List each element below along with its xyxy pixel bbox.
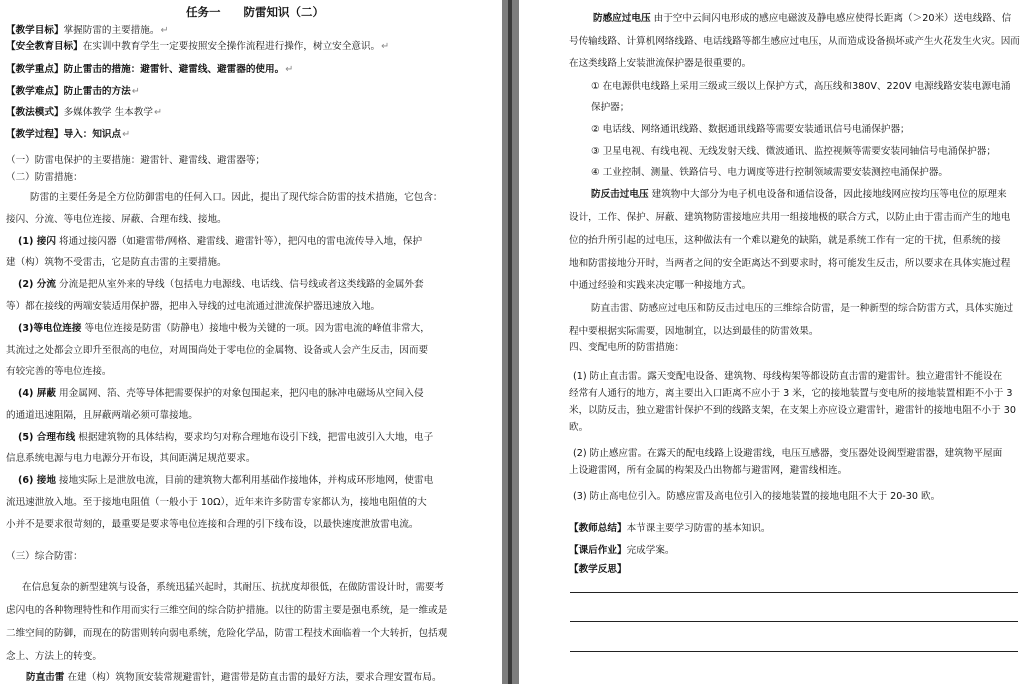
substation-1a: (1) 防止直击雷。露天变配电设备、建筑物、母线构架等都设防直击雷的避雷针。独立避雷针不能设在 <box>573 371 1003 382</box>
counter-line-a <box>591 189 1007 201</box>
para-4a: 防直击雷、防感应过电压和防反击过电压的三维综合防雷，是一种新型的综合防雷方式，具体实施过 <box>591 303 1014 314</box>
item-2-text: 分流是把从室外来的导线（包括电力电源线、电话线、信号线或者这类线路的金属外套 <box>59 279 424 290</box>
para-3a: 在信息复杂的新型建筑与设备，系统迅猛兴起时，其耐压、抗扰度却很低，在做防雷设计时，需要考 <box>22 582 445 593</box>
item-6b: 流迅速泄放入地。至于接地电阻值（一般小于 10Ω），近年来许多防雷专家都认为，接地电阻值的大 <box>6 497 427 508</box>
item-2-label: (2) 分流 <box>18 279 56 290</box>
section-two: （二）防雷措施： <box>6 172 83 183</box>
item-4-text: 用金属网、箔、壳等导体把需要保护的对象包围起来，把闪电的脉冲电磁场从空间入侵 <box>59 388 424 399</box>
induced-line-b: 号传输线路、计算机网络线路、电话线路等都生感应过电压，从而造成设备损坏或产生火花发生火灾。因而 <box>569 36 1020 47</box>
page-gap <box>502 0 519 684</box>
item-6c: 小并不是要求很苛刻的，最重要是要求等电位连接和合理的引下线布设，以最快速度泄放雷电流。 <box>6 519 419 530</box>
item-6-label: (6) 接地 <box>18 475 56 486</box>
item-6-text: 接地实际上是泄放电流，目前的建筑物大都利用基础作接地体，并构成环形地网，使雷电 <box>59 475 434 486</box>
para-4b: 程中要根据实际需要，因地制宜，以达到最佳的防雷效果。 <box>569 326 819 337</box>
reflection-label: 【教学反思】 <box>569 564 627 575</box>
mode-line: 【教法模式】多媒体教学 生本教学↵ <box>6 107 163 118</box>
process-line: 【教学过程】导入：知识点↵ <box>6 129 131 140</box>
item-5a <box>18 432 433 444</box>
counter-line-b: 设计，工作、保护、屏蔽、建筑物防雷接地应共用一组接地极的联合方式，以防止由于雷击而产生的地电 <box>569 212 1011 223</box>
induced-text: 由于空中云间闪电形成的感应电磁波及静电感应使得长距离（＞20米）送电线路、信 <box>653 13 1012 24</box>
counter-line-e: 中通过经验和实践来决定哪一种接地方式。 <box>569 280 752 291</box>
item-4-label: (4) 屏蔽 <box>18 388 56 399</box>
right-page <box>519 0 1024 684</box>
item-1-label: (1) 接闪 <box>18 236 56 247</box>
key-label: 【教学重点】 <box>6 64 64 75</box>
objective-text: 掌握防雷的主要措施。 <box>63 25 160 36</box>
substation-1d: 欧。 <box>569 422 589 433</box>
item-3-label: (3)等电位连接 <box>18 323 82 334</box>
substation-3: (3) 防止高电位引入。防感应雷及高电位引入的接地装置的接地电阻不大于 20-30 欧。 <box>573 491 941 502</box>
objective-label: 【教学目标】 <box>6 25 64 36</box>
section-three: （三）综合防雷： <box>6 551 83 562</box>
objective-line: 【教学目标】掌握防雷的主要措施。↵ <box>6 25 169 36</box>
substation-1b: 经常有人通行的地方，离主要出入口距离不应小于 3 米，它的接地装置与变电所的接地装置相距不小于 3 <box>569 388 1013 399</box>
item-3b: 其流过之处都会立即升至很高的电位，对周围尚处于零电位的金属物、设备或人会产生反击，因而要 <box>6 345 429 356</box>
clause-2: ② 电话线、网络通讯线路、数据通讯线路等需要安装通讯信号电涌保护器； <box>591 124 910 135</box>
item-3a <box>18 323 430 335</box>
induced-line-c: 在这类线路上安装泄流保护器是很重要的。 <box>569 58 752 69</box>
mode-label: 【教法模式】 <box>6 107 64 118</box>
safety-line: 【安全教育目标】在实训中教育学生一定要按照安全操作流程进行操作，树立安全意识。↵ <box>6 41 390 52</box>
item-6a <box>18 475 433 487</box>
counter-label: 防反击过电压 <box>591 189 649 200</box>
reflection-rule-1 <box>570 592 1018 593</box>
process-label: 【教学过程】 <box>6 129 64 140</box>
key-line: 【教学重点】防止雷击的措施：避雷针、避雷线、避雷器的使用。↵ <box>6 64 294 75</box>
item-2b: 等）都在接线的两端安装适用保护器，把串入导线的过电流通过泄流保护器迅速放入地。 <box>6 301 381 312</box>
counter-text: 建筑物中大部分为电子机电设备和通信设备，因此接地线网应按均压等电位的原理来 <box>651 189 1007 200</box>
para-3b: 虑闪电的各种物理特性和作用而实行三维空间的综合防护措施。以往的防雷主要是强电系统，是一维或是 <box>6 605 448 616</box>
homework-line <box>569 545 675 557</box>
clause-3: ③ 卫星电视、有线电视、无线发射天线、微波通讯、监控视频等需要安装同轴信号电涌保护器； <box>591 146 996 157</box>
safety-label: 【安全教育目标】 <box>6 41 83 52</box>
section-one: （一）防雷电保护的主要措施：避雷针、避雷线、避雷器等； <box>6 155 266 166</box>
summary-label: 【教师总结】 <box>569 523 627 534</box>
difficulty-line: 【教学难点】防止雷击的方法↵ <box>6 86 140 97</box>
left-page <box>0 0 502 684</box>
item-5-label: (5) 合理布线 <box>18 432 76 443</box>
lesson-title: 任务一 防雷知识（二） <box>186 5 324 19</box>
process-text: 导入：知识点 <box>63 129 122 140</box>
clause-1b: 保护器； <box>591 102 630 113</box>
induced-label: 防感应过电压 <box>593 13 651 24</box>
para-3c: 二维空间的防御，而现在的防雷则转向弱电系统，危险化学品，防雷工程技术面临着一个大转折，包括观 <box>6 628 448 639</box>
key-text: 防止雷击的措施：避雷针、避雷线、避雷器的使用。 <box>63 64 285 75</box>
homework-text: 完成学案。 <box>626 545 675 556</box>
para-3d: 念上、方法上的转变。 <box>6 651 102 662</box>
item-4b: 的通道迅速阻隔，且屏蔽两端必须可靠接地。 <box>6 410 198 421</box>
direct-strike-label: 防直击雷 <box>26 672 65 683</box>
difficulty-label: 【教学难点】 <box>6 86 64 97</box>
item-1-text: 将通过接闪器（如避雷带/网格、避雷线、避雷针等），把闪电的雷电流传导入地，保护 <box>59 236 423 247</box>
section-four: 四、变配电所的防雷措施： <box>569 342 685 353</box>
substation-2b: 上设避雷网，所有金属的构架及凸出物都与避雷网，避雷线相连。 <box>569 465 848 476</box>
page-divider <box>508 0 512 684</box>
clause-4: ④ 工业控制、测量、铁路信号、电力调度等进行控制领域需要安装测控电涌保护器。 <box>591 167 949 178</box>
substation-2a: (2) 防止感应雷。在露天的配电线路上设避雷线，电压互感器，变压器处设阀型避雷器，建筑物平屋面 <box>573 448 1003 459</box>
difficulty-text: 防止雷击的方法 <box>63 86 131 97</box>
item-5-text: 根据建筑物的具体结构，要求均匀对称合理地布设引下线，把雷电波引入大地，电子 <box>78 432 434 443</box>
summary-line <box>569 523 770 535</box>
item-1a <box>18 236 422 248</box>
reflection-rule-2 <box>570 621 1018 622</box>
mode-text: 多媒体教学 生本教学 <box>63 107 153 118</box>
summary-text: 本节课主要学习防雷的基本知识。 <box>626 523 771 534</box>
substation-1c: 米，以防反击，独立避雷针保护不到的线路支架，在支架上亦应设立避雷针，避雷针的接地电阻不小于 30 <box>569 405 1016 416</box>
safety-text: 在实训中教育学生一定要按照安全操作流程进行操作，树立安全意识。 <box>82 41 381 52</box>
induced-line-a <box>593 13 1011 25</box>
item-3c: 有较完善的等电位连接。 <box>6 366 112 377</box>
item-5b: 信息系统电源与电力电源分开布设，其间距满足规范要求。 <box>6 453 256 464</box>
direct-strike-line <box>26 672 442 684</box>
counter-line-c: 位的抬升所引起的过电压，这种做法有一个难以避免的缺陷，就是系统工作有一定的干扰，但系统的接 <box>569 235 1001 246</box>
direct-strike-text: 在建（构）筑物顶安装常规避雷针，避雷带是防直击雷的最好方法，要求合理安置布局。 <box>67 672 442 683</box>
item-3-text: 等电位连接是防雷（防静电）接地中极为关键的一项。因为雷电流的峰值非常大， <box>84 323 430 334</box>
item-2a <box>18 279 424 291</box>
para-1b: 接闪、分流、等电位连接、屏蔽、合理布线、接地。 <box>6 214 227 225</box>
counter-line-d: 地和防雷接地分开时，当两者之间的安全距离达不到要求时，将可能发生反击，所以要求在具体实施过程 <box>569 258 1011 269</box>
homework-label: 【课后作业】 <box>569 545 627 556</box>
item-4a <box>18 388 424 400</box>
para-1a: 防雷的主要任务是全方位防御雷电的任何入口。因此，提出了现代综合防雷的技术措施，它包含： <box>30 192 443 203</box>
clause-1a: ① 在电源供电线路上采用三级或三级以上保护方式，高压线和380V、220V 电源线路安装电源电涌 <box>591 81 1011 92</box>
reflection-rule-3 <box>570 651 1018 652</box>
item-1b: 建（构）筑物不受雷击，它是防直击雷的主要措施。 <box>6 257 227 268</box>
